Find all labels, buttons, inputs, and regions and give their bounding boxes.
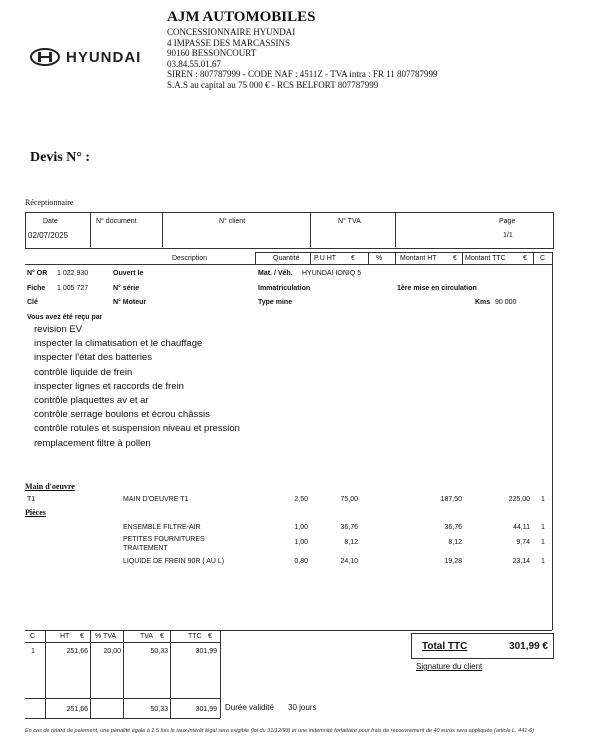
piece-pu: 24,10 <box>340 558 358 565</box>
legal-footer: En cas de retard de paiement, une pénalité égale à 1.5 fois le taux intérêt légal sera exigible (loi du 31/12/93) et une indemnité forfaitaire pour frais de recouvrement de 40 euros sera appliquée (article L. 441-6) <box>25 728 535 734</box>
col-c: C <box>540 255 546 262</box>
col-pu-euro: € <box>351 255 355 262</box>
company-line: 03.84.55.01.67 <box>167 58 221 69</box>
vat-total-tva: 50,33 <box>150 706 168 713</box>
company-line: 4 IMPASSE DES MARCASSINS <box>167 37 290 48</box>
mo-ht: 187,50 <box>440 496 462 503</box>
mo-ttc: 225,00 <box>508 496 530 503</box>
total-ttc-value: 301,99 € <box>509 641 548 652</box>
hyundai-emblem-icon <box>30 48 60 66</box>
moteur-label: N° Moteur <box>113 299 147 306</box>
col-montant-ttc: Montant TTC <box>465 255 506 262</box>
cle-label: Clé <box>27 299 38 306</box>
piece-ttc: 9,74 <box>516 539 530 546</box>
vat-total-ttc: 301,99 <box>195 706 217 713</box>
pieces-section: Pièces <box>25 508 46 517</box>
vat-col-ttc-euro: € <box>208 633 212 640</box>
vat-row-tva: 50,33 <box>150 648 168 655</box>
or-label: N° OR <box>27 270 48 277</box>
type-mine-label: Type mine <box>258 299 293 306</box>
validity-value: 30 jours <box>288 703 317 712</box>
work-item: inspecter lignes et raccords de frein <box>34 380 184 392</box>
company-line: 90160 BESSONCOURT <box>167 48 257 58</box>
kms-label: Kms <box>475 299 491 306</box>
work-item: remplacement filtre à pollen <box>34 437 151 449</box>
mo-qty: 2,50 <box>294 496 308 503</box>
piece-desc: PETITES FOURNITURES <box>123 536 205 543</box>
work-item: contrôle serrage boulons et écrou châssis <box>34 409 210 421</box>
piece-c: 1 <box>541 524 545 531</box>
hyundai-logo <box>30 48 141 66</box>
company-address-block <box>167 27 438 90</box>
mat-label: Mat. / Véh. <box>258 270 293 277</box>
doc-title: Devis N° : <box>30 150 91 165</box>
piece-ttc: 23,14 <box>512 558 530 565</box>
piece-pu: 36,76 <box>340 524 358 531</box>
piece-c: 1 <box>541 558 545 565</box>
company-name: AJM AUTOMOBILES <box>167 9 316 25</box>
col-ttc-euro: € <box>523 255 527 262</box>
piece-c: 1 <box>541 539 545 546</box>
page-value: 1/1 <box>503 232 513 239</box>
vat-row-ttc: 301,99 <box>195 648 217 655</box>
col-quantite: Quantité <box>273 255 300 262</box>
vat-row-c: 1 <box>31 648 35 655</box>
vat-col-ht: HT <box>60 633 70 640</box>
received-by-label: Vous avez été reçu par <box>27 314 103 321</box>
work-list <box>34 323 240 451</box>
piece-ht: 8,12 <box>448 539 462 546</box>
piece-qty: 1,00 <box>294 539 308 546</box>
piece-desc: ENSEMBLE FILTRE-AIR <box>123 524 201 531</box>
piece-ht: 36,76 <box>444 524 462 531</box>
immat-label: Immatriculation <box>258 285 311 292</box>
brand-wordmark: HYUNDAI <box>66 48 142 66</box>
receptionnaire-label: Réceptionnaire <box>25 198 74 207</box>
or-value: 1 022 930 <box>57 270 89 277</box>
serie-label: N° série <box>113 285 140 292</box>
validity-label: Durée validité <box>225 703 274 712</box>
tva-number-label: N° TVA <box>338 218 361 225</box>
company-line: SIREN : 807787999 - CODE NAF : 4511Z - TVA intra : FR 11 807787999 <box>167 69 438 79</box>
fiche-label: Fiche <box>27 285 46 292</box>
vat-col-pct: % TVA <box>95 633 117 640</box>
work-item: contrôle plaquettes av et ar <box>34 395 149 407</box>
piece-ht: 19,28 <box>444 558 462 565</box>
piece-qty: 1,00 <box>294 524 308 531</box>
piece-desc-line2: TRAITEMENT <box>123 545 168 552</box>
vat-col-tva: TVA <box>140 633 154 640</box>
piece-ttc: 44,11 <box>513 524 530 531</box>
document-number-label: N° document <box>96 218 137 225</box>
mise-circulation-label: 1ère mise en circulation <box>397 285 477 292</box>
col-description: Description <box>172 255 208 262</box>
mo-pu: 75,00 <box>340 496 358 503</box>
date-label: Date <box>43 218 58 225</box>
work-item: revision EV <box>34 324 83 335</box>
fiche-value: 1 005 727 <box>57 285 89 292</box>
company-line: S.A.S au capital au 75 000 € - RCS BELFORT 807787999 <box>167 79 379 90</box>
vat-col-c: C <box>30 633 36 640</box>
client-number-label: N° client <box>219 218 246 225</box>
main-oeuvre-section: Main d'oeuvre <box>25 482 75 491</box>
total-ttc-label: Total TTC <box>422 641 468 652</box>
mo-desc: MAIN D'OEUVRE T1 <box>123 496 189 503</box>
kms-value: 90 000 <box>495 299 517 306</box>
vat-row-pct: 20,00 <box>103 648 121 655</box>
ouvert-label: Ouvert le <box>113 270 144 277</box>
vat-col-tva-euro: € <box>160 633 164 640</box>
col-ht-euro: € <box>453 255 457 262</box>
work-item: inspecter la climatisation et le chauffage <box>34 338 203 350</box>
vat-row-ht: 251,66 <box>66 648 88 655</box>
col-montant-ht: Montant HT <box>400 255 437 262</box>
work-item: inspecter l'état des batteries <box>34 352 152 364</box>
work-item: contrôle rotules et suspension niveau et pression <box>34 423 240 435</box>
col-pu-ht: P.U HT <box>314 255 337 262</box>
signature-label: Signature du client <box>416 662 483 671</box>
mat-value: HYUNDAI IONIQ 5 <box>302 270 362 277</box>
piece-qty: 0,80 <box>294 558 308 565</box>
page-label: Page <box>499 218 516 225</box>
vat-col-ttc: TTC <box>188 633 202 640</box>
col-pct: % <box>376 255 383 262</box>
date-value: 02/07/2025 <box>28 231 69 240</box>
vat-col-ht-euro: € <box>80 633 84 640</box>
vat-total-ht: 251,66 <box>66 706 88 713</box>
company-line: CONCESSIONNAIRE HYUNDAI <box>167 27 296 37</box>
piece-pu: 8,12 <box>344 539 358 546</box>
mo-c: 1 <box>541 496 545 503</box>
work-item: contrôle liquide de frein <box>34 366 133 378</box>
mo-code: T1 <box>27 496 36 503</box>
piece-desc: LIQUIDE DE FREIN 90R ( AU L) <box>123 558 225 565</box>
